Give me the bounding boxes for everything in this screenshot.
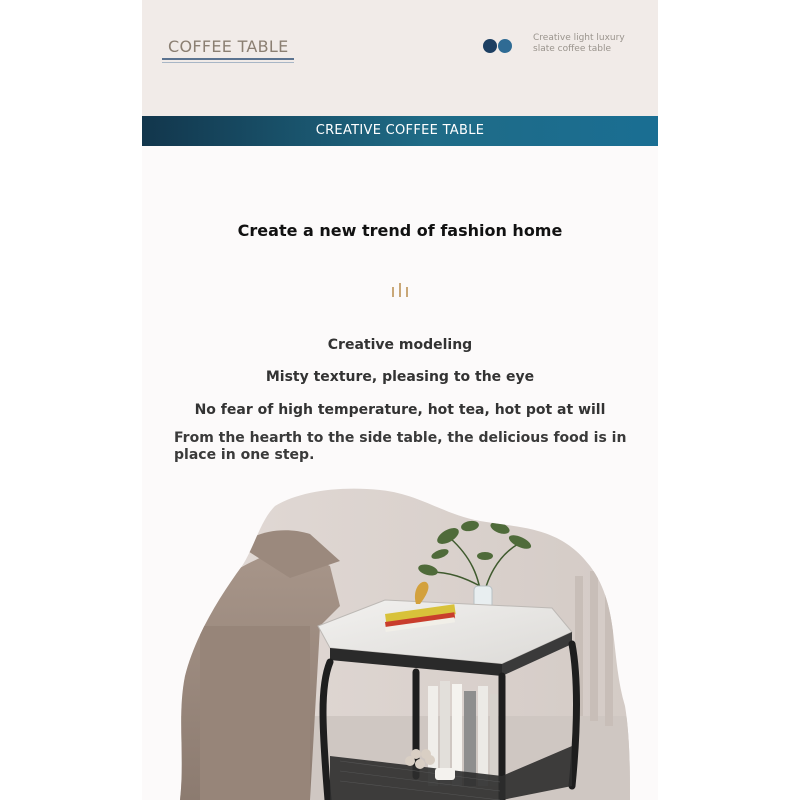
title-underline <box>162 58 294 60</box>
navy-dot-icon <box>483 39 497 53</box>
product-photo <box>180 486 630 800</box>
headline: Create a new trend of fashion home <box>237 221 563 240</box>
description-paragraph: From the hearth to the side table, the delicious food is in place in one step. <box>174 430 627 463</box>
title-underline-thin <box>162 62 294 63</box>
feature-line: Misty texture, pleasing to the eye <box>265 369 535 385</box>
feature-line: No fear of high temperature, hot tea, hot pot at will <box>194 402 606 418</box>
color-dots <box>483 39 515 53</box>
banner: CREATIVE COFFEE TABLE <box>142 116 658 146</box>
header-area <box>142 0 658 116</box>
page-title: COFFEE TABLE <box>168 37 289 56</box>
tagline: Creative light luxury slate coffee table <box>533 33 625 54</box>
teal-dot-icon <box>498 39 512 53</box>
feature-line: Creative modeling <box>327 337 473 353</box>
product-page <box>142 0 658 800</box>
ornament-icon <box>388 283 412 299</box>
